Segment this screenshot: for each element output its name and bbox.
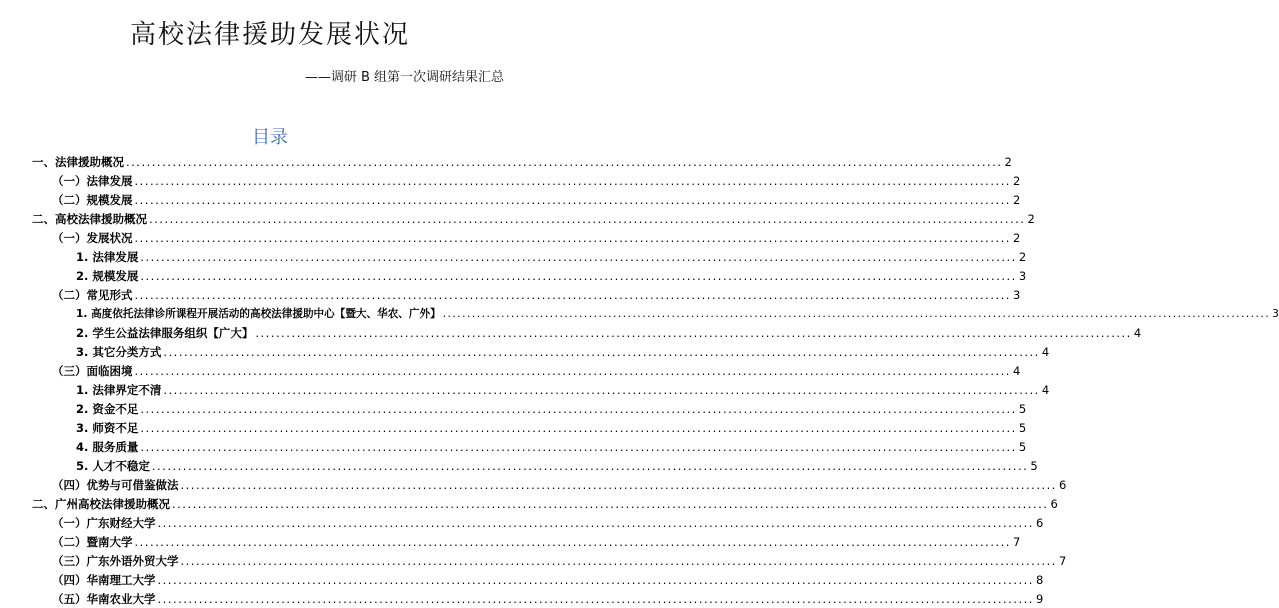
toc-page-number: 3 xyxy=(1012,288,1021,302)
toc-entry[interactable] xyxy=(76,344,1050,361)
toc-leader: .......................................................................................................................................................................... xyxy=(180,554,1057,568)
toc-entry[interactable] xyxy=(76,249,1027,266)
toc-entry-label: 1. 法律发展 xyxy=(76,250,139,264)
toc-leader: .......................................................................................................................................................................... xyxy=(140,421,1017,435)
toc-entry-label: 2. 资金不足 xyxy=(76,402,139,416)
toc-entry[interactable] xyxy=(52,192,1021,209)
toc-leader: .......................................................................................................................................................................... xyxy=(157,516,1034,530)
toc-entry-label: 4. 服务质量 xyxy=(76,440,139,454)
toc-page-number: 6 xyxy=(1050,497,1058,511)
toc-page-number: 3 xyxy=(1272,308,1279,320)
toc-page-number: 5 xyxy=(1018,440,1027,454)
toc-leader: .......................................................................................................................................................................... xyxy=(140,269,1017,283)
toc-entry[interactable] xyxy=(76,306,1279,323)
toc-leader: .......................................................................................................................................................................... xyxy=(151,459,1029,473)
toc-entry[interactable] xyxy=(76,382,1050,399)
toc-entry[interactable] xyxy=(52,534,1021,551)
toc-page-number: 3 xyxy=(1018,269,1027,283)
toc-entry[interactable] xyxy=(76,439,1027,456)
toc-entry-label: （二）暨南大学 xyxy=(52,535,133,549)
toc-entry[interactable] xyxy=(76,325,1142,342)
toc-entry-label: （三）面临困境 xyxy=(52,364,133,378)
toc-entry[interactable] xyxy=(32,154,1012,171)
toc-entry-label: （三）广东外语外贸大学 xyxy=(52,554,179,568)
toc-entry[interactable] xyxy=(52,230,1021,247)
toc-leader: .......................................................................................................................................................................... xyxy=(149,212,1026,226)
toc-entry[interactable] xyxy=(52,572,1044,589)
toc-heading: 目录 xyxy=(252,127,288,148)
toc-leader: .......................................................................................................................................................................... xyxy=(442,308,1271,320)
toc-entry-label: （一）广东财经大学 xyxy=(52,516,156,530)
toc-leader: .......................................................................................................................................................................... xyxy=(134,288,1011,302)
toc-leader: .......................................................................................................................................................................... xyxy=(255,326,1132,340)
toc-entry[interactable] xyxy=(52,477,1067,494)
toc-page-number: 4 xyxy=(1012,364,1021,378)
toc-page-number: 2 xyxy=(1004,155,1012,169)
toc-entry[interactable] xyxy=(52,515,1044,532)
toc-leader: .......................................................................................................................................................................... xyxy=(180,478,1057,492)
toc-page-number: 7 xyxy=(1058,554,1067,568)
toc-page-number: 5 xyxy=(1018,421,1027,435)
toc-leader: .......................................................................................................................................................................... xyxy=(134,231,1011,245)
toc-entry-label: 3. 师资不足 xyxy=(76,421,139,435)
toc-entry-label: 3. 其它分类方式 xyxy=(76,345,162,359)
toc-entry-label: （一）法律发展 xyxy=(52,174,133,188)
toc-leader: .......................................................................................................................................................................... xyxy=(140,250,1017,264)
toc-leader: .......................................................................................................................................................................... xyxy=(134,193,1011,207)
toc-leader: .......................................................................................................................................................................... xyxy=(172,497,1049,511)
toc-page-number: 8 xyxy=(1035,573,1044,587)
toc-entry-label: 一、法律援助概况 xyxy=(32,155,124,169)
toc-entry-label: 2. 规模发展 xyxy=(76,269,139,283)
toc-entry-label: 二、高校法律援助概况 xyxy=(32,212,147,226)
document-title: 高校法律援助发展状况 xyxy=(129,20,410,50)
toc-page-number: 2 xyxy=(1012,231,1021,245)
toc-page-number: 4 xyxy=(1133,326,1142,340)
toc-entry-label: 5. 人才不稳定 xyxy=(76,459,150,473)
toc-page-number: 7 xyxy=(1012,535,1021,549)
toc-page-number: 9 xyxy=(1035,592,1044,606)
toc-page-number: 5 xyxy=(1018,402,1027,416)
toc-page-number: 4 xyxy=(1041,383,1050,397)
toc-entry[interactable] xyxy=(52,553,1067,570)
toc-leader: .......................................................................................................................................................................... xyxy=(140,402,1017,416)
toc-leader: .......................................................................................................................................................................... xyxy=(134,535,1011,549)
toc-entry[interactable] xyxy=(76,401,1027,418)
toc-leader: .......................................................................................................................................................................... xyxy=(140,440,1017,454)
toc-entry[interactable] xyxy=(52,591,1044,608)
toc-leader: .......................................................................................................................................................................... xyxy=(134,364,1011,378)
toc-leader: .......................................................................................................................................................................... xyxy=(163,345,1040,359)
toc-entry-label: 二、广州高校法律援助概况 xyxy=(32,497,170,511)
toc-page-number: 6 xyxy=(1035,516,1044,530)
document-subtitle: ——调研 B 组第一次调研结果汇总 xyxy=(304,70,504,85)
toc-leader: .......................................................................................................................................................................... xyxy=(157,592,1034,606)
toc-entry-label: 2. 学生公益法律服务组织【广大】 xyxy=(76,326,254,340)
toc-leader: .......................................................................................................................................................................... xyxy=(163,383,1040,397)
toc-leader: .......................................................................................................................................................................... xyxy=(126,155,1003,169)
toc-entry[interactable] xyxy=(32,496,1058,513)
toc-entry-label: 1. 法律界定不清 xyxy=(76,383,162,397)
toc-entry[interactable] xyxy=(76,420,1027,437)
toc-entry[interactable] xyxy=(52,363,1021,380)
toc-entry[interactable] xyxy=(52,173,1021,190)
toc-entry-label: （五）华南农业大学 xyxy=(52,592,156,606)
toc-page-number: 2 xyxy=(1012,193,1021,207)
toc-entry-label: （一）发展状况 xyxy=(52,231,133,245)
toc-entry-label: 1. 高度依托法律诊所课程开展活动的高校法律援助中心【暨大、华农、广外】 xyxy=(76,308,441,320)
toc-entry-label: （四）优势与可借鉴做法 xyxy=(52,478,179,492)
toc-page-number: 2 xyxy=(1012,174,1021,188)
toc-leader: .......................................................................................................................................................................... xyxy=(134,174,1011,188)
toc-page-number: 6 xyxy=(1058,478,1067,492)
toc-page-number: 2 xyxy=(1027,212,1035,226)
toc-page-number: 2 xyxy=(1018,250,1027,264)
toc-entry-label: （二）常见形式 xyxy=(52,288,133,302)
toc-entry[interactable] xyxy=(76,268,1027,285)
toc-page-number: 4 xyxy=(1041,345,1050,359)
toc-entry-label: （四）华南理工大学 xyxy=(52,573,156,587)
toc-entry[interactable] xyxy=(52,287,1021,304)
toc-entry[interactable] xyxy=(32,211,1035,228)
toc-page-number: 5 xyxy=(1030,459,1038,473)
toc-leader: .......................................................................................................................................................................... xyxy=(157,573,1034,587)
toc-entry[interactable] xyxy=(76,458,1038,475)
toc-entry-label: （二）规模发展 xyxy=(52,193,133,207)
